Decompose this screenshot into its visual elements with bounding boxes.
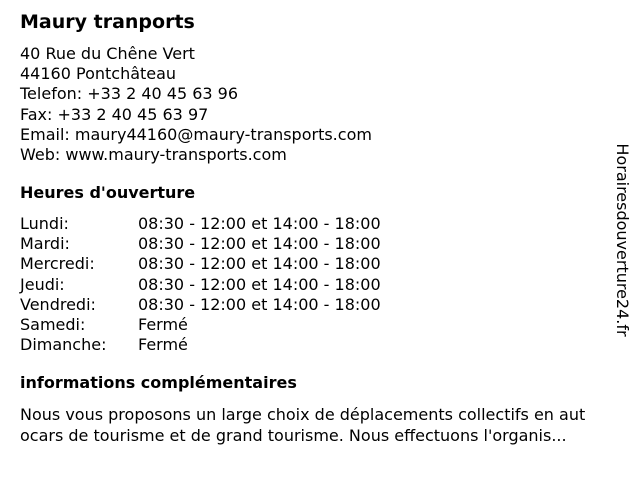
- time-value: 08:30 - 12:00 et 14:00 - 18:00: [138, 214, 381, 233]
- description-line-1: Nous vous proposons un large choix de déplacements collectifs en aut: [20, 405, 586, 424]
- time-value: 08:30 - 12:00 et 14:00 - 18:00: [138, 254, 381, 274]
- day-label: Jeudi:: [20, 274, 65, 294]
- day-label: Lundi:: [20, 214, 69, 233]
- day-label: Dimanche:: [20, 335, 107, 355]
- additional-info-heading: informations complémentaires: [20, 373, 297, 392]
- contact-block: [20, 44, 372, 165]
- time-value: 08:30 - 12:00 et 14:00 - 18:00: [138, 294, 381, 314]
- phone-text: Telefon: +33 2 40 45 63 96: [20, 84, 239, 104]
- time-value: 08:30 - 12:00 et 14:00 - 18:00: [138, 274, 381, 294]
- address-line-1: 40 Rue du Chêne Vert: [20, 44, 195, 63]
- email-text: Email: maury44160@maury-transports.com: [20, 124, 372, 144]
- day-label: Mercredi:: [20, 254, 95, 274]
- address-line-2: 44160 Pontchâteau: [20, 64, 177, 84]
- day-label: Mardi:: [20, 234, 70, 254]
- site-watermark: Horairesdouverture24.fr: [613, 143, 632, 337]
- web-text: Web: www.maury-transports.com: [20, 145, 287, 165]
- description-text: [20, 404, 630, 446]
- description-line-2: ocars de tourisme et de grand tourisme. Nous effectuons l'organis...: [20, 426, 567, 445]
- time-value: Fermé: [138, 314, 188, 334]
- day-label: Vendredi:: [20, 294, 96, 314]
- time-value: Fermé: [138, 335, 188, 355]
- fax-text: Fax: +33 2 40 45 63 97: [20, 104, 209, 124]
- business-name: Maury tranports: [20, 11, 195, 33]
- opening-hours-heading: Heures d'ouverture: [20, 183, 196, 202]
- day-label: Samedi:: [20, 314, 86, 334]
- time-value: 08:30 - 12:00 et 14:00 - 18:00: [138, 234, 381, 254]
